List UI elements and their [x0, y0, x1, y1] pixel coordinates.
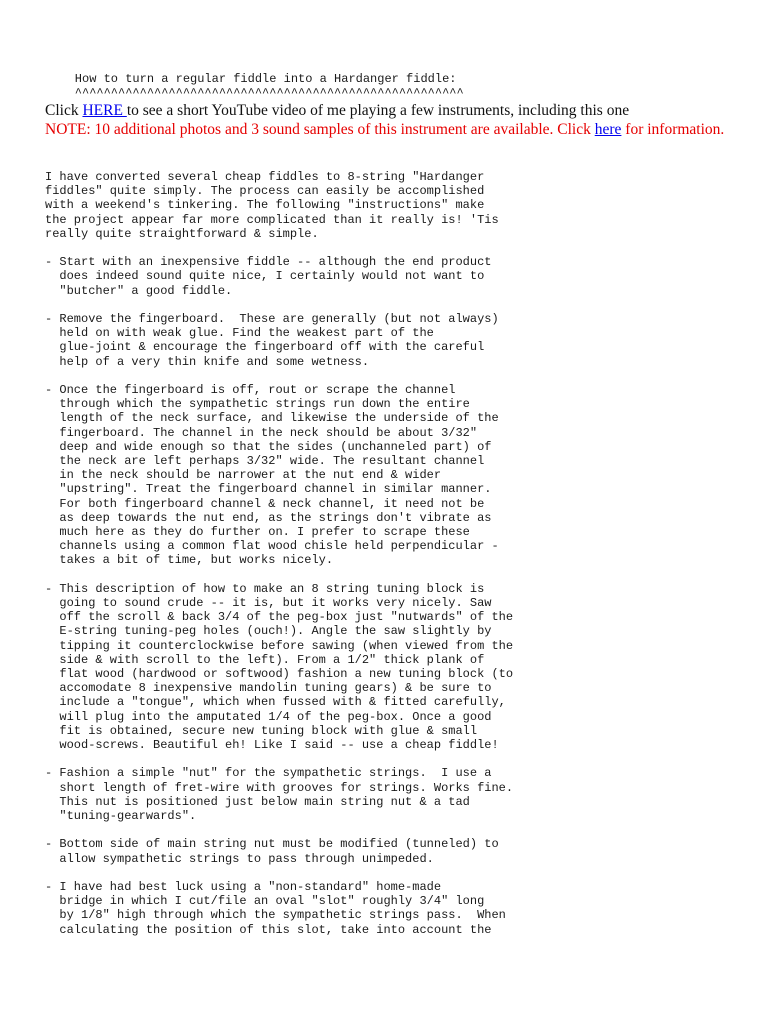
step-sympathetic-nut: - Fashion a simple "nut" for the sympathetic strings. I use a short length of fret-wire with grooves for strings. Works fine. This nut is positioned just below main string nut & a tad "tuning-gearwards".	[45, 766, 514, 824]
intro-paragraph: I have converted several cheap fiddles to 8-string "Hardanger fiddles" quite simply. The process can easily be accomplished with a weekend's tinkering. The following "instructions" make the project appear far more complicated than it really is! 'Tis really quite straightforward & simple.	[45, 170, 499, 241]
click-suffix: to see a short YouTube video of me playing a few instruments, including this one	[126, 102, 630, 119]
title-underline: ^^^^^^^^^^^^^^^^^^^^^^^^^^^^^^^^^^^^^^^^^^^^^^^^^^^^^^	[46, 86, 464, 101]
step-tuning-block: - This description of how to make an 8 string tuning block is going to sound crude -- it is, but it works very nicely. Saw off the scroll & back 3/4 of the peg-box just "nutwards" of the E-string tuning-peg holes (ouch!). Angle the saw slightly by tipping it counterclockwise before sawing (when viewed from the side & with scroll to the left). From a 1/2" thick plank of flat wood (hardwood or softwood) fashion a new tuning block (to accomodate 8 inexpensive mandolin tuning gears) & be sure to include a "tongue", which when fussed with & fitted carefully, will plug into the amputated 1/4 of the peg-box. Once a good fit is obtained, secure new tuning block with glue & small wood-screws. Beautiful eh! Like I said -- use a cheap fiddle!	[45, 581, 514, 753]
note-prefix: NOTE: 10 additional photos and 3 sound samples of this instrument are available. Click	[45, 121, 595, 138]
click-prefix: Click	[45, 102, 83, 119]
note-line	[45, 120, 745, 139]
step-remove-fingerboard: - Remove the fingerboard. These are generally (but not always) held on with weak glue. Find the weakest part of the glue-joint & encourage the fingerboard off with the careful help of a very thin knife and some wetness.	[45, 312, 499, 369]
step-inexpensive-fiddle: - Start with an inexpensive fiddle -- although the end product does indeed sound quite nice, I certainly would not want to "butcher" a good fiddle.	[45, 255, 492, 298]
more-info-link[interactable]: here	[594, 121, 622, 138]
step-modify-main-nut: - Bottom side of main string nut must be modified (tunneled) to allow sympathetic strings to pass through unimpeded.	[45, 837, 499, 866]
youtube-video-link[interactable]: HERE	[82, 102, 127, 119]
title-block	[46, 72, 464, 100]
note-suffix: for information.	[621, 121, 725, 138]
step-rout-channel: - Once the fingerboard is off, rout or scrape the channel through which the sympathetic strings run down the entire length of the neck surface, and likewise the underside of the fingerboard. The channel in the neck should be about 3/32" deep and wide enough so that the sides (unchanneled part) of the neck are left perhaps 3/32" wide. The resultant channel in the neck should be narrower at the nut end & wider "upstring". Treat the fingerboard channel in similar manner. For both fingerboard channel & neck channel, it need not be as deep towards the nut end, as the strings don't vibrate as much here as they do further on. I prefer to scrape these channels using a common flat wood chisle held perpendicular - takes a bit of time, but works nicely.	[45, 383, 499, 568]
page-title: How to turn a regular fiddle into a Hardanger fiddle:	[46, 72, 457, 86]
step-bridge-slot: - I have had best luck using a "non-standard" home-made bridge in which I cut/file an oval "slot" roughly 3/4" long by 1/8" high through which the sympathetic strings pass. When calculating the position of this slot, take into account the	[45, 880, 506, 937]
video-link-line	[45, 101, 629, 120]
instructions-body	[45, 170, 513, 951]
